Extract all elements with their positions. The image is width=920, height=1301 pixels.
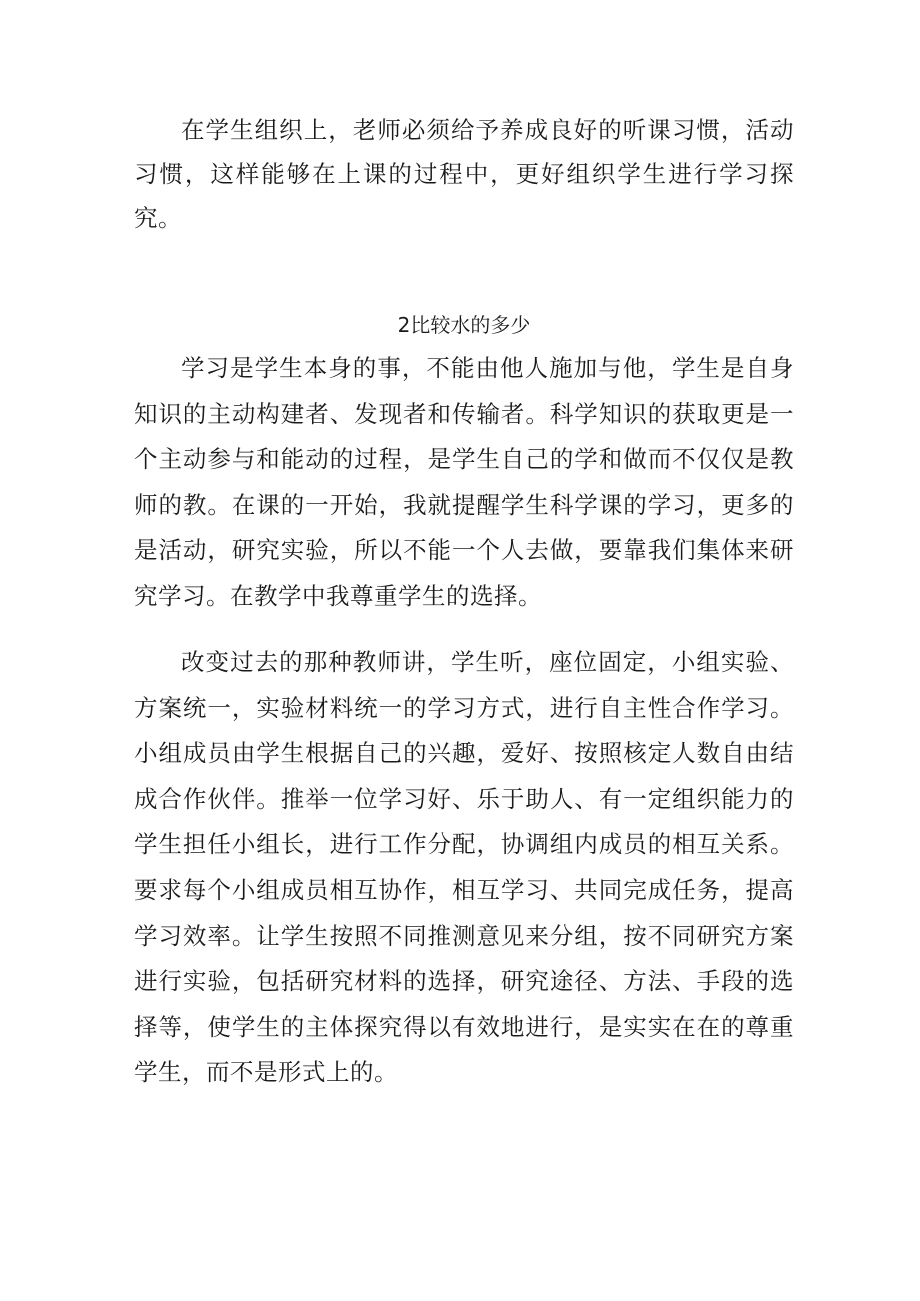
- section-title: 2比较水的多少: [397, 313, 531, 337]
- intro-paragraph: 在学生组织上，老师必须给予养成良好的听课习惯，活动习惯，这样能够在上课的过程中，更好组织学生进行学习探究。: [134, 116, 794, 232]
- body-paragraph-1: 学习是学生本身的事，不能由他人施加与他，学生是自身知识的主动构建者、发现者和传输者。科学知识的获取更是一个主动参与和能动的过程，是学生自己的学和做而不仅仅是教师的教。在课的一开始，我就提醒学生科学课的学习，更多的是活动，研究实验，所以不能一个人去做，要靠我们集体来研究学习。在教学中我尊重学生的选择。: [134, 354, 794, 610]
- body-paragraph-2: 改变过去的那种教师讲，学生听，座位固定，小组实验、方案统一，实验材料统一的学习方式，进行自主性合作学习。小组成员由学生根据自己的兴趣，爱好、按照核定人数自由结成合作伙伴。推举一位学习好、乐于助人、有一定组织能力的学生担任小组长，进行工作分配，协调组内成员的相互关系。要求每个小组成员相互协作，相互学习、共同完成任务，提高学习效率。让学生按照不同推测意见来分组，按不同研究方案进行实验，包括研究材料的选择，研究途径、方法、手段的选择等，使学生的主体探究得以有效地进行，是实实在在的尊重学生，而不是形式上的。: [134, 648, 794, 1087]
